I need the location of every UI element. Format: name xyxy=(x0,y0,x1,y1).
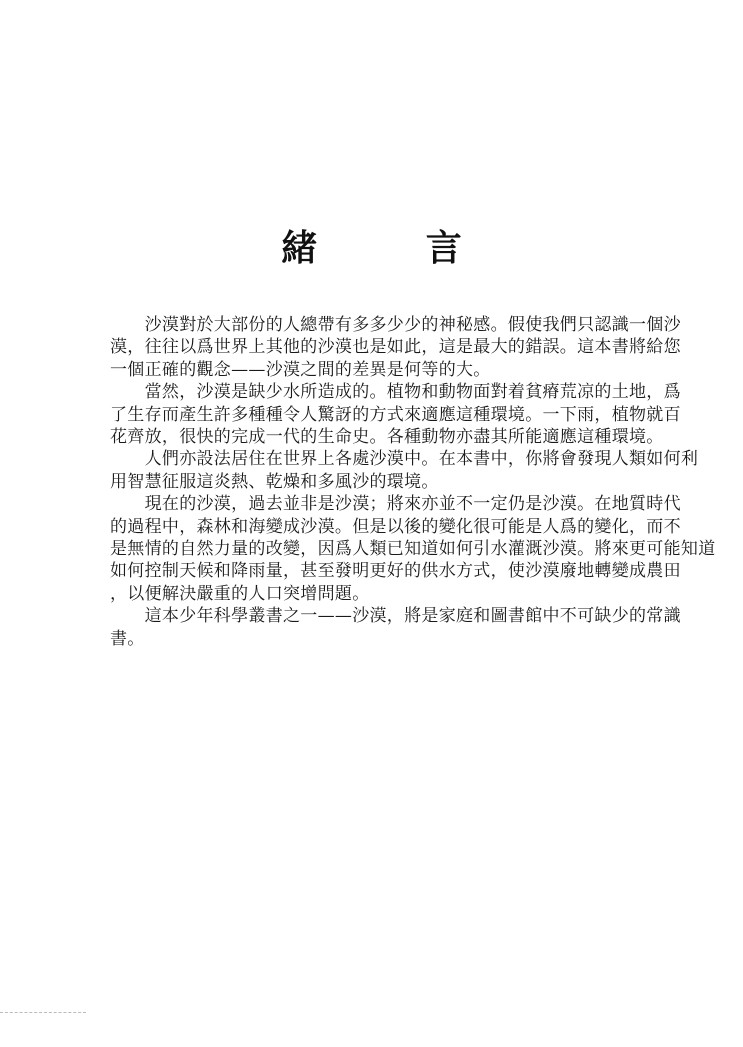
text-line: 了生存而產生許多種種令人驚訝的方式來適應這種環境。一下雨，植物就百 xyxy=(110,404,681,425)
scan-edge-rule xyxy=(0,1012,86,1013)
text-line: ，以便解決嚴重的人口突增問題。 xyxy=(110,583,370,604)
preface-body xyxy=(110,314,716,650)
text-line: 一個正確的觀念——沙漠之間的差異是何等的大。 xyxy=(110,359,491,380)
text-line: 漠，往往以爲世界上其他的沙漠也是如此，這是最大的錯誤。這本書將給您 xyxy=(110,337,681,358)
text-line: 是無情的自然力量的改變，因爲人類已知道如何引水灌溉沙漠。將來更可能知道 xyxy=(110,539,716,560)
text-line: 這本少年科學叢書之一——沙漠，將是家庭和圖書館中不可缺少的常識 xyxy=(110,606,681,627)
text-line: 當然，沙漠是缺少水所造成的。植物和動物面對着貧瘠荒凉的土地，爲 xyxy=(110,382,681,403)
text-line: 人們亦設法居住在世界上各處沙漠中。在本書中，你將會發現人類如何利 xyxy=(110,449,699,470)
text-line: 書。 xyxy=(110,628,145,649)
text-line: 現在的沙漠，過去並非是沙漠；將來亦並不一定仍是沙漠。在地質時代 xyxy=(110,494,681,515)
text-line: 用智慧征服這炎熱、乾燥和多風沙的環境。 xyxy=(110,471,439,492)
text-line: 如何控制天候和降雨量，甚至發明更好的供水方式，使沙漠廢地轉變成農田 xyxy=(110,561,681,582)
text-line: 花齊放，很快的完成一代的生命史。各種動物亦盡其所能適應這種環境。 xyxy=(110,427,664,448)
page-title: 緒 言 xyxy=(281,227,510,269)
text-line: 的過程中，森林和海變成沙漠。但是以後的變化很可能是人爲的變化，而不 xyxy=(110,516,681,537)
text-line: 沙漠對於大部份的人總帶有多多少少的神秘感。假使我們只認識一個沙 xyxy=(110,315,681,335)
